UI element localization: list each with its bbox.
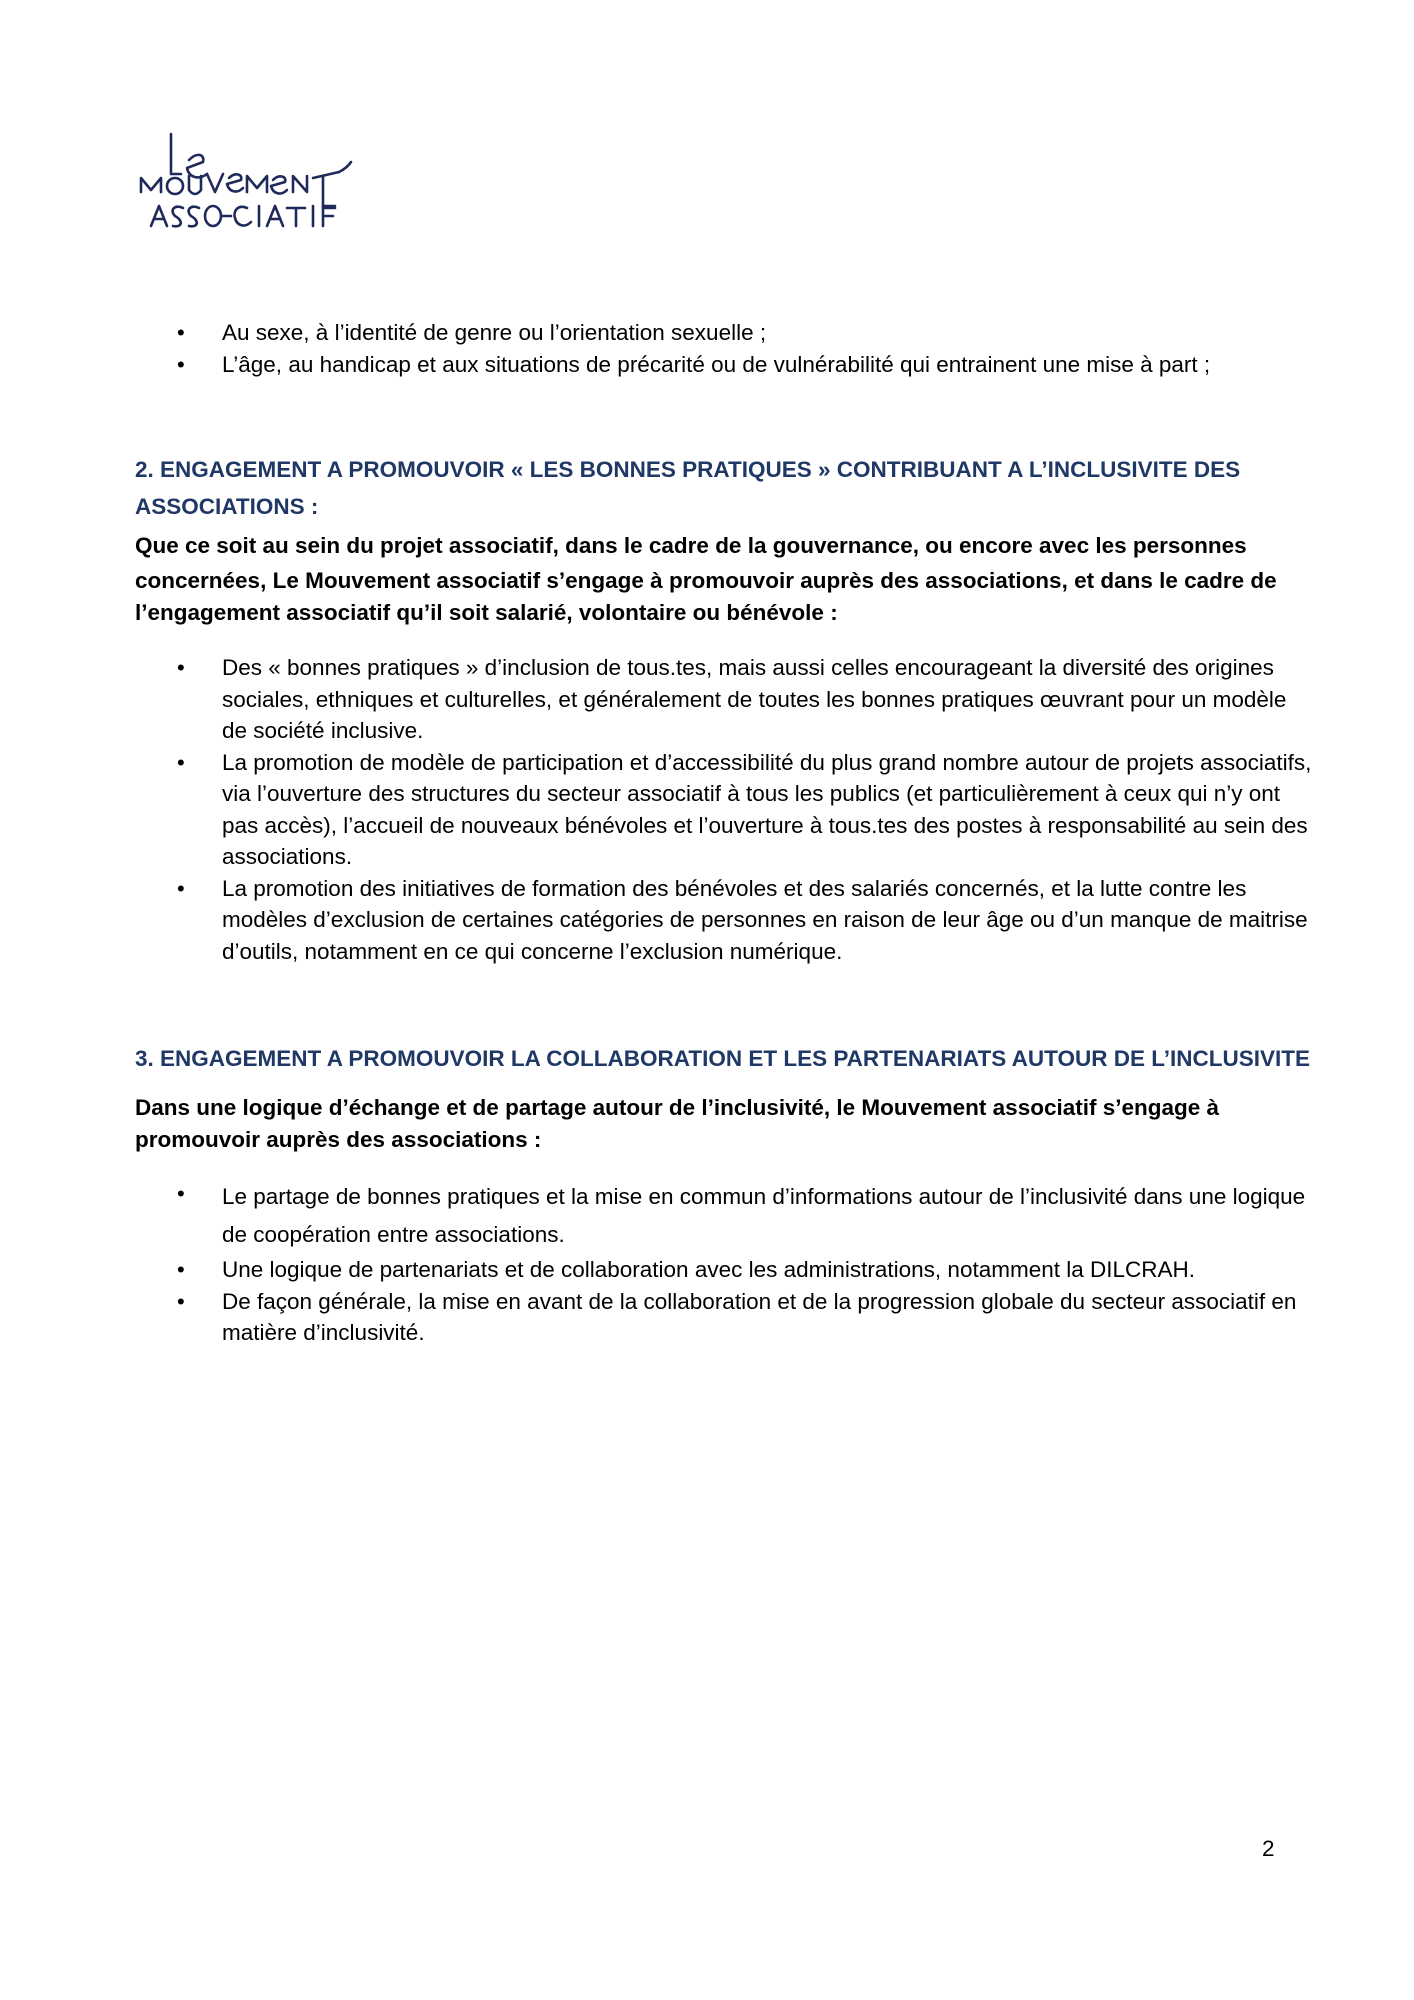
list-item: • Une logique de partenariats et de collaboration avec les administrations, notamment la DILCRAH. [0,1254,1414,1286]
bullet-icon: • [177,320,185,345]
list-item: • L’âge, au handicap et aux situations de précarité ou de vulnérabilité qui entrainent une mise à part ; [0,349,1414,381]
bullet-icon: • [177,655,185,680]
bullet-icon: • [177,749,185,775]
bullet-icon: • [177,875,185,901]
section-3-intro: Dans une logique d’échange et de partage autour de l’inclusivité, le Mouvement associatif s’engage à promouvoir auprès des associations : [135,1095,1220,1152]
section-2-intro: Que ce soit au sein du projet associatif, dans le cadre de la gouvernance, ou encore avec les personnes concernées, Le Mouvement associatif s’engage à promouvoir auprès des associations, et dans le cadre de l’engagement associatif qu’il soit salarié, volontaire ou bénévole : [135,533,1277,625]
bullet-icon: • [177,1288,185,1314]
list-item: • La promotion des initiatives de formation des bénévoles et des salariés concernés, et la lutte contre les modèles d’exclusion de certaines catégories de personnes en raison de leur âge ou d’un manque de maitrise d’outils, notamment en ce qui concerne l’exclusion numérique. [0,873,1414,968]
list-item: • De façon générale, la mise en avant de la collaboration et de la progression globale du secteur associatif en matière d’inclusivité. [0,1286,1414,1349]
page-number: 2 [1262,1836,1275,1861]
bullet-icon: • [177,1257,185,1282]
mouvement-associatif-logo [137,128,369,258]
list-item: • Le partage de bonnes pratiques et la mise en commun d’informations autour de l’inclusivité dans une logique de coopération entre associations. [0,1178,1414,1254]
bullet-icon: • [177,351,185,377]
section-3-heading: 3. ENGAGEMENT A PROMOUVOIR LA COLLABORATION ET LES PARTENARIATS AUTOUR DE L’INCLUSIVITE [135,1046,1311,1071]
bullet-icon: • [177,1181,185,1206]
section-2-list [0,652,1414,967]
list-item: • Au sexe, à l’identité de genre ou l’orientation sexuelle ; [0,317,1414,349]
section-2-heading: 2. ENGAGEMENT A PROMOUVOIR « LES BONNES PRATIQUES » CONTRIBUANT A L’INCLUSIVITE DES ASSOCIATIONS : [135,457,1241,519]
list-item: • La promotion de modèle de participation et d’accessibilité du plus grand nombre autour de projets associatifs, via l’ouverture des structures du secteur associatif à tous les publics (et particulièrement à ceux qui n’y ont pas accès), l’accueil de nouveaux bénévoles et l’ouverture à tous.tes des postes à responsabilité au sein des associations. [0,747,1414,873]
criteria-list [0,317,1414,380]
list-item: • Des « bonnes pratiques » d’inclusion de tous.tes, mais aussi celles encourageant la diversité des origines sociales, ethniques et culturelles, et généralement de toutes les bonnes pratiques œuvrant pour un modèle de société inclusive. [0,652,1414,747]
section-3-list [0,1178,1414,1349]
